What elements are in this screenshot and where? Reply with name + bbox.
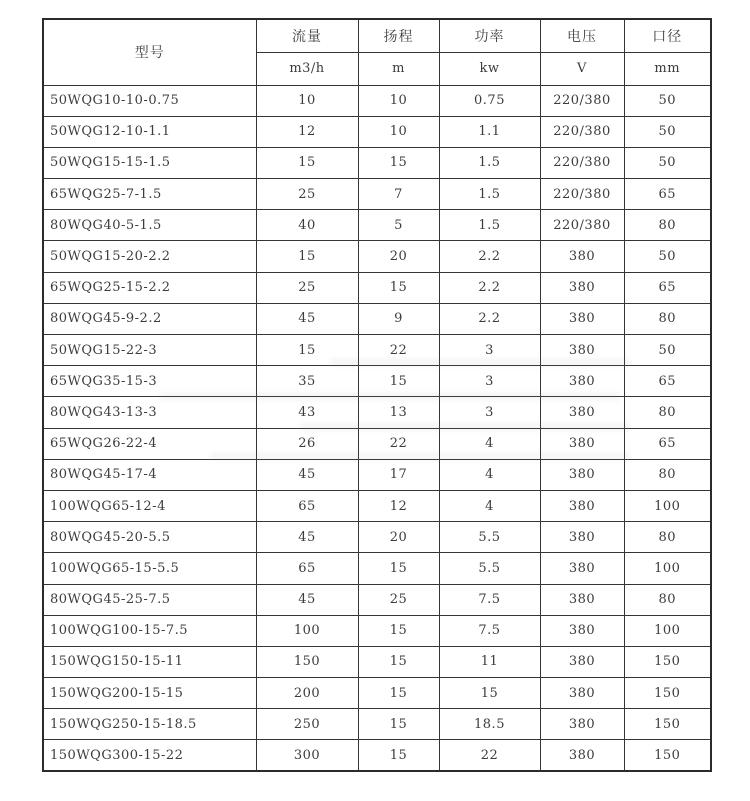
- voltage-cell: 380: [540, 272, 624, 303]
- power-cell: 2.2: [439, 303, 540, 334]
- model-cell: 50WQG10-10-0.75: [43, 85, 256, 116]
- table-row: [43, 428, 711, 459]
- power-cell: 2.2: [439, 272, 540, 303]
- unit-head: m: [358, 52, 439, 85]
- table-row: [43, 210, 711, 241]
- flow-cell: 15: [256, 147, 358, 178]
- model-cell: 65WQG25-15-2.2: [43, 272, 256, 303]
- table-row: [43, 615, 711, 646]
- model-cell: 100WQG65-12-4: [43, 490, 256, 521]
- model-cell: 80WQG45-9-2.2: [43, 303, 256, 334]
- table-row: [43, 459, 711, 490]
- flow-cell: 200: [256, 678, 358, 709]
- table-row: [43, 646, 711, 677]
- voltage-cell: 380: [540, 615, 624, 646]
- power-cell: 4: [439, 459, 540, 490]
- flow-cell: 45: [256, 584, 358, 615]
- table-row: [43, 116, 711, 147]
- diameter-cell: 50: [624, 147, 711, 178]
- diameter-cell: 80: [624, 584, 711, 615]
- voltage-cell: 380: [540, 584, 624, 615]
- model-cell: 65WQG25-7-1.5: [43, 179, 256, 210]
- head-cell: 15: [358, 272, 439, 303]
- flow-cell: 15: [256, 335, 358, 366]
- power-cell: 11: [439, 646, 540, 677]
- model-cell: 150WQG200-15-15: [43, 678, 256, 709]
- model-cell: 150WQG250-15-18.5: [43, 709, 256, 740]
- flow-cell: 35: [256, 366, 358, 397]
- column-header-head: 扬程: [358, 19, 439, 52]
- flow-cell: 65: [256, 553, 358, 584]
- voltage-cell: 220/380: [540, 147, 624, 178]
- column-header-power: 功率: [439, 19, 540, 52]
- model-cell: 50WQG12-10-1.1: [43, 116, 256, 147]
- model-cell: 80WQG45-25-7.5: [43, 584, 256, 615]
- power-cell: 7.5: [439, 584, 540, 615]
- head-cell: 15: [358, 740, 439, 771]
- head-cell: 15: [358, 709, 439, 740]
- voltage-cell: 220/380: [540, 85, 624, 116]
- model-cell: 80WQG40-5-1.5: [43, 210, 256, 241]
- model-cell: 80WQG43-13-3: [43, 397, 256, 428]
- head-cell: 9: [358, 303, 439, 334]
- flow-cell: 40: [256, 210, 358, 241]
- table-row: [43, 85, 711, 116]
- voltage-cell: 380: [540, 522, 624, 553]
- voltage-cell: 380: [540, 241, 624, 272]
- diameter-cell: 80: [624, 303, 711, 334]
- head-cell: 10: [358, 116, 439, 147]
- head-cell: 7: [358, 179, 439, 210]
- diameter-cell: 100: [624, 490, 711, 521]
- voltage-cell: 380: [540, 428, 624, 459]
- diameter-cell: 50: [624, 116, 711, 147]
- voltage-cell: 380: [540, 553, 624, 584]
- voltage-cell: 380: [540, 490, 624, 521]
- power-cell: 4: [439, 490, 540, 521]
- head-cell: 17: [358, 459, 439, 490]
- power-cell: 1.5: [439, 210, 540, 241]
- voltage-cell: 380: [540, 303, 624, 334]
- table-row: [43, 709, 711, 740]
- model-cell: 80WQG45-17-4: [43, 459, 256, 490]
- table-row: [43, 366, 711, 397]
- head-cell: 15: [358, 553, 439, 584]
- spec-table-body: [43, 85, 711, 771]
- voltage-cell: 380: [540, 740, 624, 771]
- power-cell: 15: [439, 678, 540, 709]
- diameter-cell: 80: [624, 459, 711, 490]
- voltage-cell: 380: [540, 459, 624, 490]
- head-cell: 20: [358, 241, 439, 272]
- flow-cell: 45: [256, 459, 358, 490]
- power-cell: 22: [439, 740, 540, 771]
- pump-spec-table: [42, 18, 712, 772]
- model-cell: 50WQG15-22-3: [43, 335, 256, 366]
- power-cell: 4: [439, 428, 540, 459]
- head-cell: 20: [358, 522, 439, 553]
- diameter-cell: 150: [624, 709, 711, 740]
- head-cell: 15: [358, 646, 439, 677]
- power-cell: 3: [439, 366, 540, 397]
- table-row: [43, 397, 711, 428]
- column-header-voltage: 电压: [540, 19, 624, 52]
- unit-power: kw: [439, 52, 540, 85]
- table-row: [43, 553, 711, 584]
- head-cell: 22: [358, 335, 439, 366]
- head-cell: 22: [358, 428, 439, 459]
- flow-cell: 15: [256, 241, 358, 272]
- table-header: [43, 19, 711, 85]
- diameter-cell: 65: [624, 366, 711, 397]
- flow-cell: 26: [256, 428, 358, 459]
- diameter-cell: 65: [624, 179, 711, 210]
- unit-voltage: V: [540, 52, 624, 85]
- power-cell: 3: [439, 335, 540, 366]
- model-cell: 50WQG15-15-1.5: [43, 147, 256, 178]
- head-cell: 10: [358, 85, 439, 116]
- diameter-cell: 65: [624, 272, 711, 303]
- diameter-cell: 80: [624, 210, 711, 241]
- table-row: [43, 678, 711, 709]
- model-cell: 100WQG100-15-7.5: [43, 615, 256, 646]
- table-row: [43, 490, 711, 521]
- flow-cell: 12: [256, 116, 358, 147]
- model-cell: 65WQG35-15-3: [43, 366, 256, 397]
- column-header-diameter: 口径: [624, 19, 711, 52]
- model-cell: 100WQG65-15-5.5: [43, 553, 256, 584]
- unit-flow: m3/h: [256, 52, 358, 85]
- head-cell: 5: [358, 210, 439, 241]
- diameter-cell: 150: [624, 740, 711, 771]
- flow-cell: 45: [256, 522, 358, 553]
- power-cell: 1.5: [439, 147, 540, 178]
- table-row: [43, 179, 711, 210]
- power-cell: 1.5: [439, 179, 540, 210]
- diameter-cell: 65: [624, 428, 711, 459]
- flow-cell: 250: [256, 709, 358, 740]
- power-cell: 5.5: [439, 522, 540, 553]
- head-cell: 15: [358, 678, 439, 709]
- model-cell: 50WQG15-20-2.2: [43, 241, 256, 272]
- power-cell: 5.5: [439, 553, 540, 584]
- unit-diameter: mm: [624, 52, 711, 85]
- power-cell: 1.1: [439, 116, 540, 147]
- voltage-cell: 380: [540, 709, 624, 740]
- model-cell: 150WQG150-15-11: [43, 646, 256, 677]
- column-header-flow: 流量: [256, 19, 358, 52]
- table-row: [43, 241, 711, 272]
- power-cell: 18.5: [439, 709, 540, 740]
- diameter-cell: 50: [624, 335, 711, 366]
- voltage-cell: 380: [540, 678, 624, 709]
- voltage-cell: 220/380: [540, 179, 624, 210]
- flow-cell: 150: [256, 646, 358, 677]
- model-cell: 150WQG300-15-22: [43, 740, 256, 771]
- diameter-cell: 150: [624, 646, 711, 677]
- flow-cell: 300: [256, 740, 358, 771]
- diameter-cell: 150: [624, 678, 711, 709]
- power-cell: 7.5: [439, 615, 540, 646]
- head-cell: 15: [358, 366, 439, 397]
- flow-cell: 43: [256, 397, 358, 428]
- head-cell: 15: [358, 147, 439, 178]
- voltage-cell: 380: [540, 366, 624, 397]
- power-cell: 3: [439, 397, 540, 428]
- flow-cell: 10: [256, 85, 358, 116]
- column-header-model: 型号: [43, 19, 256, 85]
- table-row: [43, 740, 711, 771]
- table-row: [43, 335, 711, 366]
- flow-cell: 65: [256, 490, 358, 521]
- table-row: [43, 272, 711, 303]
- diameter-cell: 80: [624, 397, 711, 428]
- head-cell: 12: [358, 490, 439, 521]
- model-cell: 65WQG26-22-4: [43, 428, 256, 459]
- flow-cell: 25: [256, 179, 358, 210]
- diameter-cell: 100: [624, 553, 711, 584]
- diameter-cell: 50: [624, 85, 711, 116]
- voltage-cell: 380: [540, 397, 624, 428]
- head-cell: 13: [358, 397, 439, 428]
- power-cell: 0.75: [439, 85, 540, 116]
- diameter-cell: 50: [624, 241, 711, 272]
- model-cell: 80WQG45-20-5.5: [43, 522, 256, 553]
- head-cell: 15: [358, 615, 439, 646]
- flow-cell: 100: [256, 615, 358, 646]
- voltage-cell: 220/380: [540, 116, 624, 147]
- diameter-cell: 100: [624, 615, 711, 646]
- table-row: [43, 303, 711, 334]
- table-row: [43, 522, 711, 553]
- head-cell: 25: [358, 584, 439, 615]
- table-row: [43, 584, 711, 615]
- voltage-cell: 220/380: [540, 210, 624, 241]
- table-row: [43, 147, 711, 178]
- flow-cell: 45: [256, 303, 358, 334]
- voltage-cell: 380: [540, 646, 624, 677]
- power-cell: 2.2: [439, 241, 540, 272]
- flow-cell: 25: [256, 272, 358, 303]
- voltage-cell: 380: [540, 335, 624, 366]
- diameter-cell: 80: [624, 522, 711, 553]
